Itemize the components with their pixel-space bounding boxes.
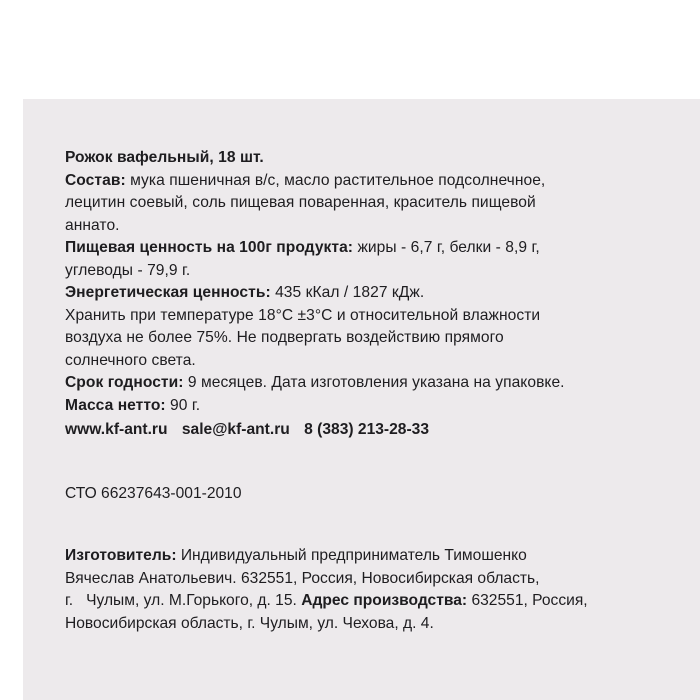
manufacturer-line: Новосибирская область, г. Чулым, ул. Чехова, д. 4. bbox=[65, 614, 434, 632]
manufacturer-address-text: г. Чулым, ул. М.Горького, д. 15. bbox=[65, 592, 302, 609]
product-label-card bbox=[23, 99, 700, 700]
manufacturer-line bbox=[65, 545, 675, 568]
composition-label: Состав: bbox=[65, 171, 126, 189]
shelf-life-line bbox=[65, 372, 665, 395]
standard-code: СТО 66237643-001-2010 bbox=[65, 485, 242, 502]
production-address-text: 632551, Россия, bbox=[467, 592, 588, 609]
manufacturer-line: Вячеслав Анатольевич. 632551, Россия, Новосибирская область, bbox=[65, 569, 540, 587]
manufacturer-line bbox=[65, 590, 675, 613]
shelf-life-label: Срок годности: bbox=[65, 374, 184, 391]
storage-line: воздуха не более 75%. Не подвергать воздействию прямого bbox=[65, 329, 504, 346]
manufacturer-block bbox=[65, 545, 675, 635]
website-text: www.kf-ant.ru bbox=[65, 421, 168, 438]
energy-line bbox=[65, 282, 665, 305]
shelf-life-value: 9 месяцев. Дата изготовления указана на упаковке. bbox=[183, 374, 565, 391]
contacts-line bbox=[65, 421, 439, 439]
email-text: sale@kf-ant.ru bbox=[181, 421, 290, 438]
composition-line: лецитин соевый, соль пищевая поваренная, краситель пищевой bbox=[65, 194, 536, 211]
energy-label: Энергетическая ценность: bbox=[65, 284, 271, 301]
storage-line: Хранить при температуре 18°C ±3°C и относительной влажности bbox=[65, 306, 541, 324]
composition-text: мука пшеничная в/с, масло растительное подсолнечное, bbox=[125, 171, 546, 189]
nutrition-line: углеводы - 79,9 г. bbox=[65, 261, 191, 279]
net-weight-value: 90 г. bbox=[165, 396, 201, 414]
storage-line: солнечного света. bbox=[65, 351, 196, 369]
product-title: Рожок вафельный, 18 шт. bbox=[65, 149, 264, 166]
net-weight-label: Масса нетто: bbox=[65, 396, 166, 414]
composition-line: аннато. bbox=[65, 216, 120, 234]
nutrition-text: жиры - 6,7 г, белки - 8,9 г, bbox=[353, 239, 540, 256]
nutrition-label: Пищевая ценность на 100г продукта: bbox=[65, 239, 354, 256]
product-title-line bbox=[65, 147, 665, 170]
phone-text: 8 (383) 213-28-33 bbox=[304, 421, 429, 438]
manufacturer-label: Изготовитель: bbox=[65, 547, 177, 564]
composition-line bbox=[65, 170, 665, 193]
net-weight-line bbox=[65, 395, 665, 418]
energy-value: 435 кКал / 1827 кДж. bbox=[270, 284, 425, 301]
manufacturer-text: Индивидуальный предприниматель Тимошенко bbox=[176, 547, 527, 564]
production-address-label: Адрес производства: bbox=[301, 592, 468, 609]
nutrition-line bbox=[65, 237, 665, 260]
product-info-block bbox=[65, 147, 665, 417]
